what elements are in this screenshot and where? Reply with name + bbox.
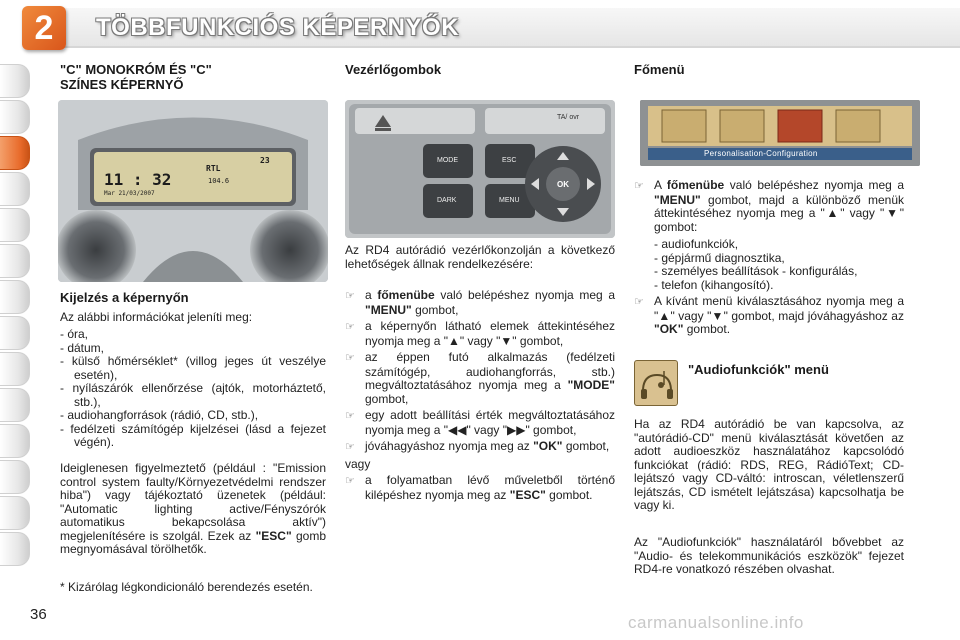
pointer-icon: ☞ — [345, 475, 355, 487]
esc-button-label: ESC — [502, 157, 517, 164]
main-menu-list — [634, 176, 904, 337]
item-text: gombot. — [686, 322, 731, 336]
item-text: jóváhagyáshoz nyomja meg az — [365, 439, 530, 453]
chapter-tab[interactable] — [0, 280, 30, 314]
chapter-title: TÖBBFUNKCIÓS KÉPERNYŐK — [96, 14, 460, 41]
chapter-tab[interactable] — [0, 424, 30, 458]
item-text: gombot, majd a különböző menük áttekintéséhez nyomja meg a " — [654, 192, 904, 220]
chapter-tab[interactable] — [0, 64, 30, 98]
down-arrow-icon: ▼ — [884, 206, 900, 220]
display-info-list — [60, 328, 326, 450]
paragraph-text: gomb megnyomásával törölhetők. — [60, 528, 326, 556]
item-text: gombot, — [365, 391, 409, 406]
list-item: - nyílászárók ellenőrzése (ajtók, motorháztető, stb.), — [60, 381, 326, 409]
chapter-tab[interactable] — [0, 208, 30, 242]
item-text: a folyamatban lévő műveletből történő kilépéshez nyomja meg az — [365, 473, 615, 502]
main-menu-screen-photo — [640, 100, 920, 166]
controls-intro: Az RD4 autórádió vezérlőkonzolján a következő lehetőségek állnak rendelkezésére: — [345, 243, 615, 271]
esc-key-label: "ESC" — [255, 528, 292, 543]
down-arrow-icon: ▼ — [500, 333, 513, 348]
display-time: 11 : 32 — [104, 170, 172, 189]
chapter-number-badge: 2 — [22, 6, 66, 50]
chapter-tab[interactable] — [0, 100, 30, 134]
list-item: - külső hőmérséklet* (villog jeges út veszélye esetén), — [60, 354, 326, 382]
main-menu-items — [654, 238, 904, 292]
ta-button-label: TA/ ovr — [557, 114, 580, 121]
up-arrow-icon: ▲ — [447, 333, 460, 348]
subsection-title: Kijelzés a képernyőn — [60, 290, 189, 305]
chapter-tab[interactable] — [0, 532, 30, 566]
left-arrow-icon: ◀◀ — [447, 422, 467, 437]
item-text: a — [365, 288, 372, 302]
item-text: " gombot, majd jóváhagyáshoz az — [723, 308, 904, 323]
item-text: való belépéshez nyomja meg a — [729, 178, 905, 192]
list-item: - személyes beállítások - konfigurálás, — [654, 264, 858, 278]
dark-button-label: DARK — [437, 197, 457, 204]
control-panel-photo — [345, 100, 615, 238]
ok-button-label: OK — [557, 180, 569, 189]
item-text: való belépéshez nyomja meg a — [440, 288, 616, 302]
list-item: - audiofunkciók, — [654, 237, 739, 251]
item-text: A — [654, 178, 662, 192]
item-text: a képernyőn látható elemek áttekintéséhez nyomja meg a " — [365, 319, 615, 348]
list-item — [345, 440, 615, 455]
pointer-icon: ☞ — [345, 410, 355, 422]
item-text: " gombot, — [512, 333, 564, 348]
item-emphasis: főmenübe — [666, 178, 725, 192]
pointer-icon: ☞ — [345, 290, 355, 302]
item-text: egy adott beállítási érték megváltoztatásához nyomja meg a " — [365, 408, 615, 437]
chapter-tab[interactable] — [0, 172, 30, 206]
item-text: az éppen futó alkalmazás (fedélzeti számítógép, audiohangforrás, stb.) megváltoztatásához nyomja meg a — [365, 350, 615, 392]
audio-menu-title: "Audiofunkciók" menü — [688, 362, 829, 377]
list-item — [345, 320, 615, 348]
menu-strip-label: Personalisation-Configuration — [704, 149, 818, 158]
multifunction-display-photo — [58, 100, 328, 282]
item-text: gombot, — [415, 302, 459, 317]
list-item — [634, 295, 904, 337]
section-title-display — [60, 62, 320, 92]
pointer-icon: ☞ — [345, 352, 355, 364]
or-separator: vagy — [345, 456, 371, 471]
list-item — [634, 179, 904, 234]
section-title-line: "C" MONOKRÓM ÉS "C" — [60, 62, 212, 77]
item-text: " vagy " — [670, 308, 712, 323]
item-text: " gombot, — [525, 422, 577, 437]
item-text: gombot. — [549, 487, 593, 502]
down-arrow-icon: ▼ — [711, 308, 724, 323]
controls-list — [345, 286, 615, 502]
item-emphasis: főmenübe — [377, 288, 435, 302]
list-item — [345, 409, 615, 437]
page-header — [0, 0, 960, 54]
chapter-tab-active[interactable] — [0, 136, 30, 170]
display-date: Mar 21/03/2007 — [104, 190, 155, 197]
display-intro: Az alábbi információkat jeleníti meg: — [60, 310, 253, 324]
audio-functions-icon — [634, 360, 678, 406]
list-item — [345, 351, 615, 406]
chapter-tab[interactable] — [0, 316, 30, 350]
display-frequency: 104.6 — [208, 177, 230, 185]
page-number: 36 — [30, 606, 47, 623]
chapter-tab-strip — [0, 0, 36, 640]
item-text: gombot, — [565, 439, 610, 453]
audio-menu-paragraph: Ha az RD4 autórádió be van kapcsolva, az "autórádió-CD" menü kiválasztását követően az adott audioeszköz használatához kapcsolódó funkciókat (rádió: RDS, REG, RádióText; CD-lejátszó vagy CD-váltó: introscan, véletlenszerű lejátszás, CD ismételt lejátszása) kapcsolhatja be vagy ki. — [634, 417, 904, 512]
ok-key-label: "OK" — [533, 439, 563, 453]
menu-key-label: "MENU" — [654, 192, 701, 207]
chapter-tab[interactable] — [0, 496, 30, 530]
list-item: - óra, — [60, 327, 89, 341]
pointer-icon: ☞ — [634, 296, 644, 308]
list-item: - fedélzeti számítógép kijelzései (lásd a fejezet végén). — [60, 421, 326, 449]
display-station: RTL — [206, 164, 221, 173]
list-item: - dátum, — [60, 340, 105, 355]
list-item: - telefon (kihangosító). — [654, 277, 774, 292]
pointer-icon: ☞ — [345, 441, 355, 453]
paragraph-text: Ideiglenesen figyelmeztető (például : "Emission control system faulty/Környezetvédelmi rendszer hiba") vagy tájékoztató üzenetek (például: "Automatic lighting active/Fényszórók automatikus bekapcsolása aktív") megjelenítésére is szolgál. Ezek az — [60, 461, 326, 543]
watermark: carmanualsonline.info — [628, 613, 804, 632]
menu-key-label: "MENU" — [365, 302, 412, 317]
right-arrow-icon: ▶▶ — [506, 422, 526, 437]
pointer-icon: ☞ — [345, 321, 355, 333]
esc-key-label: "ESC" — [509, 487, 546, 502]
up-arrow-icon: ▲ — [824, 206, 841, 220]
ok-key-label: "OK" — [654, 322, 684, 336]
mode-key-label: "MODE" — [567, 378, 615, 392]
item-text: " vagy " — [459, 333, 501, 348]
mode-button-label: MODE — [437, 157, 458, 164]
chapter-tab[interactable] — [0, 460, 30, 494]
pointer-icon: ☞ — [634, 180, 644, 192]
item-text: " gombot: — [654, 206, 904, 234]
audio-menu-reference: Az "Audiofunkciók" használatáról bővebbet az "Audio- és telekommunikációs eszközök" fejezet RD4-re vonatkozó részében olvashat. — [634, 535, 904, 576]
chapter-tab[interactable] — [0, 244, 30, 278]
chapter-tab[interactable] — [0, 352, 30, 386]
list-item: - gépjármű diagnosztika, — [654, 250, 785, 265]
section-title-line: SZÍNES KÉPERNYŐ — [60, 77, 184, 92]
menu-button-label: MENU — [499, 197, 520, 204]
list-item: - audiohangforrások (rádió, CD, stb.), — [60, 408, 259, 422]
item-text: " vagy " — [466, 422, 507, 437]
chapter-tab[interactable] — [0, 388, 30, 422]
up-arrow-icon: ▲ — [658, 308, 671, 323]
section-title-main-menu: Főmenü — [634, 62, 685, 77]
list-item — [345, 474, 615, 502]
item-text: " vagy " — [840, 206, 885, 220]
item-text: A kívánt menü kiválasztásához nyomja meg a " — [654, 294, 904, 323]
display-temperature: 23 — [260, 156, 270, 165]
list-item — [345, 289, 615, 317]
temporary-messages-paragraph — [60, 462, 326, 557]
section-title-controls: Vezérlőgombok — [345, 62, 442, 77]
footnote: * Kizárólag légkondicionáló berendezés esetén. — [60, 580, 313, 594]
